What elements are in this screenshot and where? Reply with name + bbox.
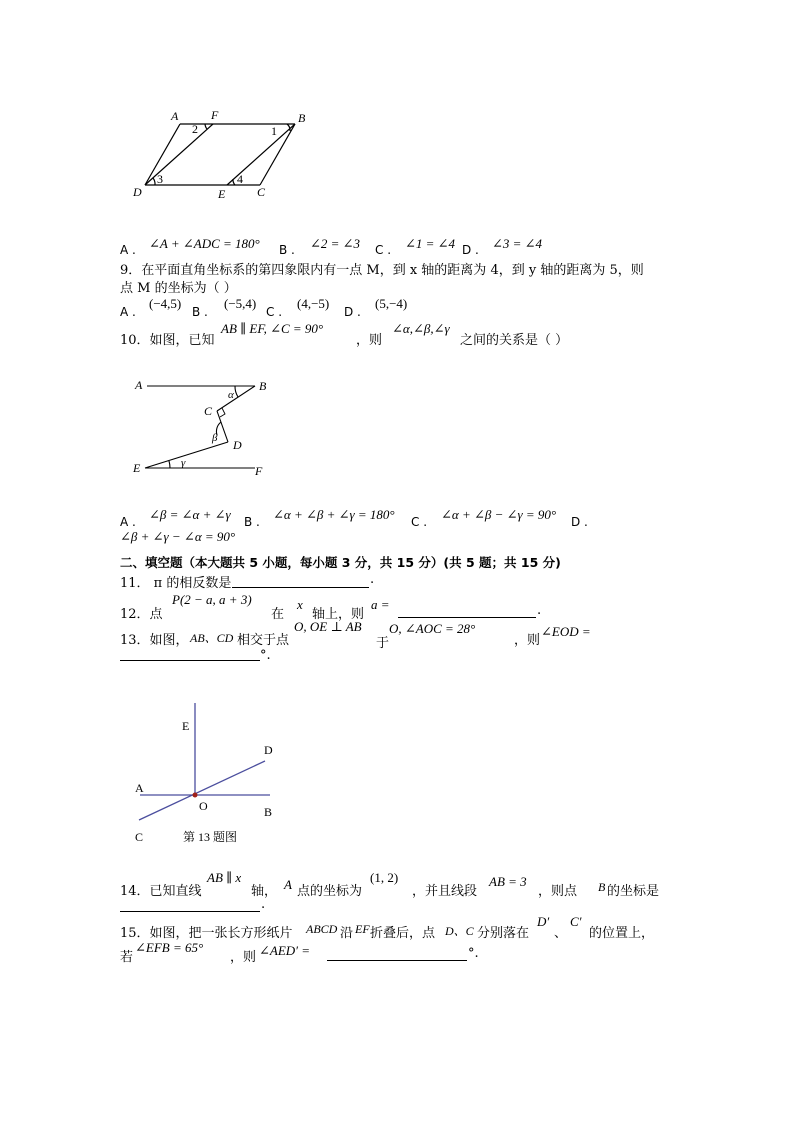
q12-mid2: 轴上，则 [312, 607, 365, 622]
q14-len: AB = 3 [489, 874, 527, 889]
fig13-caption: 第 13 题图 [183, 830, 238, 844]
q13-prefix: 13．如图， [120, 633, 189, 648]
q9-line1: 9．在平面直角坐标系的第四象限内有一点 M，到 x 轴的距离为 4，到 y 轴的距离为 5，则 [120, 263, 644, 278]
fig10-label-B: B [259, 379, 267, 393]
fig13-label-A: A [135, 781, 144, 795]
q15-sep: 、 [554, 926, 568, 941]
q14-prefix: 14．已知直线 [120, 884, 202, 899]
fig8-angle-2: 2 [192, 122, 198, 136]
q15-rect: ABCD [306, 922, 338, 936]
q15-cond: ∠EFB = 65° [135, 940, 204, 955]
q12-prefix: 12．点 [120, 607, 163, 622]
fig13-label-B: B [264, 805, 273, 819]
q10-option-d: ∠β + ∠γ − ∠α = 90° [120, 529, 236, 544]
q12-end: . [537, 603, 542, 618]
figure-q13-intersecting-lines [125, 695, 290, 855]
q8-option-d: ∠3 = ∠4 [492, 236, 543, 251]
q9-option-b: (−5,4) [224, 296, 257, 311]
q13-lines: AB、CD [190, 631, 234, 645]
fig10-gamma: γ [181, 457, 186, 469]
q14-point-a: A [284, 877, 292, 892]
q9-option-a: (−4,5) [149, 296, 182, 311]
q13-mid1: 相交于点 [237, 633, 290, 648]
q14-end: . [261, 897, 266, 912]
q9-option-b-label: B . [192, 305, 208, 319]
fig8-angle-3: 3 [157, 172, 163, 186]
q13-ask: ∠EOD = [541, 624, 591, 639]
q9-option-d: (5,−4) [375, 296, 408, 311]
q15-suffix: 的位置上， [589, 926, 655, 941]
q10-suffix: 之间的关系是（ ） [460, 333, 569, 348]
section-2-heading: 二、填空题（本大题共 5 小题，每小题 3 分，共 15 分）(共 5 题；共 15 分) [120, 555, 561, 570]
q14-mid2: 点的坐标为 [297, 884, 363, 899]
fig8-label-D: D [133, 185, 142, 199]
q8-option-b: ∠2 = ∠3 [310, 236, 361, 251]
q15-points: D、C [445, 924, 474, 938]
q9-line2: 点 M 的坐标为（ ） [120, 281, 237, 296]
q15-fold: EF [355, 922, 370, 936]
q12-var: a = [371, 597, 390, 612]
q10-option-c-label: C . [411, 515, 428, 529]
q11-text: 11． π 的相反数是 [120, 576, 232, 591]
q15-mid4: ，则 [230, 950, 257, 965]
q9-option-d-label: D . [344, 305, 361, 319]
q10-option-b-label: B . [244, 515, 260, 529]
fig13-label-D: D [264, 743, 273, 757]
q10-option-a: ∠β = ∠α + ∠γ [149, 507, 231, 522]
q15-line2-prefix: 若 [120, 950, 134, 965]
q12-point: P(2 − a, a + 3) [172, 592, 252, 607]
fig13-label-C: C [135, 830, 144, 844]
fig8-angle-4: 4 [237, 172, 243, 186]
q14-mid3: ，并且线段 [412, 884, 478, 899]
q8-option-a: ∠A + ∠ADC = 180° [149, 236, 260, 251]
q9-option-c-label: C . [266, 305, 283, 319]
fig8-angle-1: 1 [271, 124, 277, 138]
fig10-label-F: F [255, 464, 263, 478]
fig10-label-E: E [133, 461, 141, 475]
q15-answer-blank[interactable] [327, 960, 467, 961]
q15-end: °. [468, 946, 479, 961]
q10-option-a-label: A . [120, 515, 136, 529]
q14-mid4: ，则点 [538, 884, 578, 899]
q14-point-b: B [598, 880, 606, 894]
q14-cond: AB ∥ x [207, 870, 242, 885]
fig10-beta: β [212, 432, 218, 444]
q13-cond2: O, ∠AOC = 28° [389, 621, 476, 636]
q14-mid1: 轴， [251, 884, 278, 899]
q15-d-prime: D′ [537, 914, 550, 929]
q10-prefix: 10．如图，已知 [120, 333, 215, 348]
fig13-label-E: E [182, 719, 190, 733]
fig8-label-E: E [218, 187, 226, 201]
q14-suffix: 的坐标是 [607, 884, 660, 899]
q10-option-c: ∠α + ∠β − ∠γ = 90° [441, 507, 557, 522]
q14-answer-blank[interactable] [120, 911, 260, 912]
fig13-label-O: O [199, 799, 208, 813]
q15-ask: ∠AED′ = [259, 943, 311, 958]
q12-axis: x [297, 597, 303, 612]
fig10-label-C: C [204, 404, 213, 418]
fig10-alpha: α [228, 389, 234, 401]
q8-option-b-label: B . [279, 243, 295, 257]
q12-answer-blank[interactable] [398, 617, 536, 618]
q8-option-d-label: D . [462, 243, 479, 257]
q9-option-c: (4,−5) [297, 296, 330, 311]
q11-answer-blank[interactable] [232, 587, 369, 588]
q13-mid2: 于 [376, 636, 390, 651]
figure-q10-zigzag [125, 365, 285, 485]
q14-coord: (1, 2) [370, 870, 399, 885]
q8-option-c-label: C . [375, 243, 392, 257]
q13-answer-blank[interactable] [120, 660, 260, 661]
q11-end: . [370, 572, 375, 587]
q15-prefix: 15．如图，把一张长方形纸片 [120, 926, 293, 941]
q8-option-a-label: A . [120, 243, 136, 257]
q12-mid1: 在 [271, 607, 285, 622]
q15-mid1: 沿 [340, 926, 354, 941]
q10-option-d-label: D . [571, 515, 588, 529]
q13-end: °. [260, 648, 271, 663]
fig10-label-D: D [233, 438, 242, 452]
q10-condition: AB ∥ EF, ∠C = 90° [221, 321, 324, 336]
q15-c-prime: C′ [570, 914, 582, 929]
fig8-label-C: C [257, 185, 266, 199]
q15-mid2: 折叠后，点 [370, 926, 436, 941]
fig8-label-F: F [211, 108, 219, 122]
q13-cond1: O, OE ⊥ AB [294, 619, 362, 634]
q10-angles: ∠α,∠β,∠γ [392, 321, 450, 336]
fig8-label-A: A [171, 109, 179, 123]
q9-option-a-label: A . [120, 305, 136, 319]
fig10-label-A: A [135, 378, 143, 392]
figure-q8-parallelogram [125, 105, 325, 205]
q8-option-c: ∠1 = ∠4 [405, 236, 456, 251]
q13-mid3: ，则 [514, 633, 541, 648]
q10-mid: ，则 [356, 333, 383, 348]
q15-mid3: 分别落在 [477, 926, 530, 941]
q10-option-b: ∠α + ∠β + ∠γ = 180° [273, 507, 395, 522]
fig8-label-B: B [298, 111, 306, 125]
